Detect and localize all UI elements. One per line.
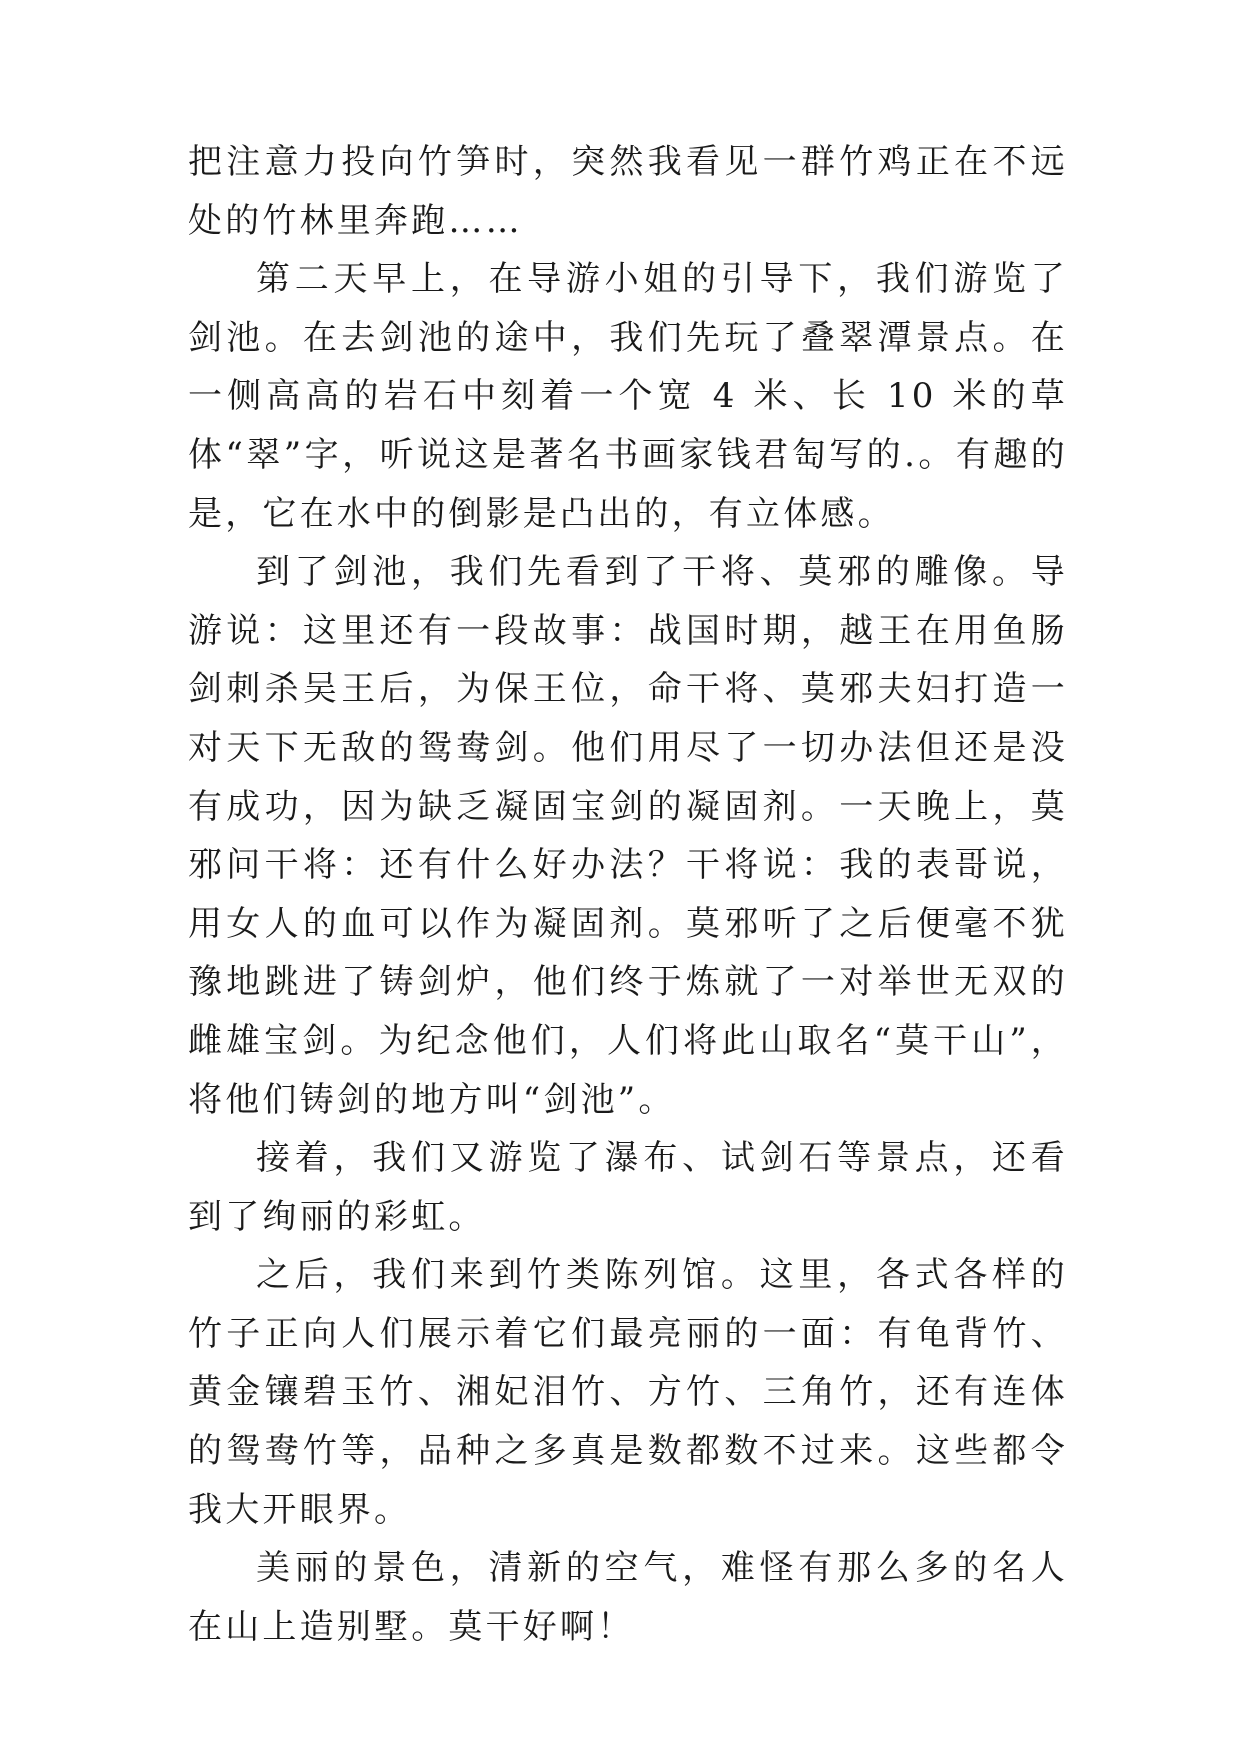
paragraph-5: 之后，我们来到竹类陈列馆。这里，各式各样的竹子正向人们展示着它们最亮丽的一面：有龟背竹、黄金镶碧玉竹、湘妃泪竹、方竹、三角竹，还有连体的鸳鸯竹等，品种之多真是数都数不过来。这些都令我大开眼界。 [188,1255,1068,1530]
document-body [188,133,1068,1656]
paragraph-3: 到了剑池，我们先看到了干将、莫邪的雕像。导游说：这里还有一段故事：战国时期，越王在用鱼肠剑刺杀吴王后，为保王位，命干将、莫邪夫妇打造一对天下无敌的鸳鸯剑。他们用尽了一切办法但还是没有成功，因为缺乏凝固宝剑的凝固剂。一天晚上，莫邪问干将：还有什么好办法？干将说：我的表哥说，用女人的血可以作为凝固剂。莫邪听了之后便毫不犹豫地跳进了铸剑炉，他们终于炼就了一对举世无双的雌雄宝剑。为纪念他们，人们将此山取名“莫干山”，将他们铸剑的地方叫“剑池”。 [188,552,1068,1120]
paragraph-4: 接着，我们又游览了瀑布、试剑石等景点，还看到了绚丽的彩虹。 [188,1138,1068,1237]
paragraph-2: 第二天早上，在导游小姐的引导下，我们游览了剑池。在去剑池的途中，我们先玩了叠翠潭景点。在一侧高高的岩石中刻着一个宽 4 米、长 10 米的草体“翠”字，听说这是著名书画家钱君匋写的.。有趣的是，它在水中的倒影是凸出的，有立体感。 [188,259,1068,534]
paragraph-6: 美丽的景色，清新的空气，难怪有那么多的名人在山上造别墅。莫干好啊！ [188,1548,1068,1647]
paragraph-1: 把注意力投向竹笋时，突然我看见一群竹鸡正在不远处的竹林里奔跑…… [188,142,1068,241]
